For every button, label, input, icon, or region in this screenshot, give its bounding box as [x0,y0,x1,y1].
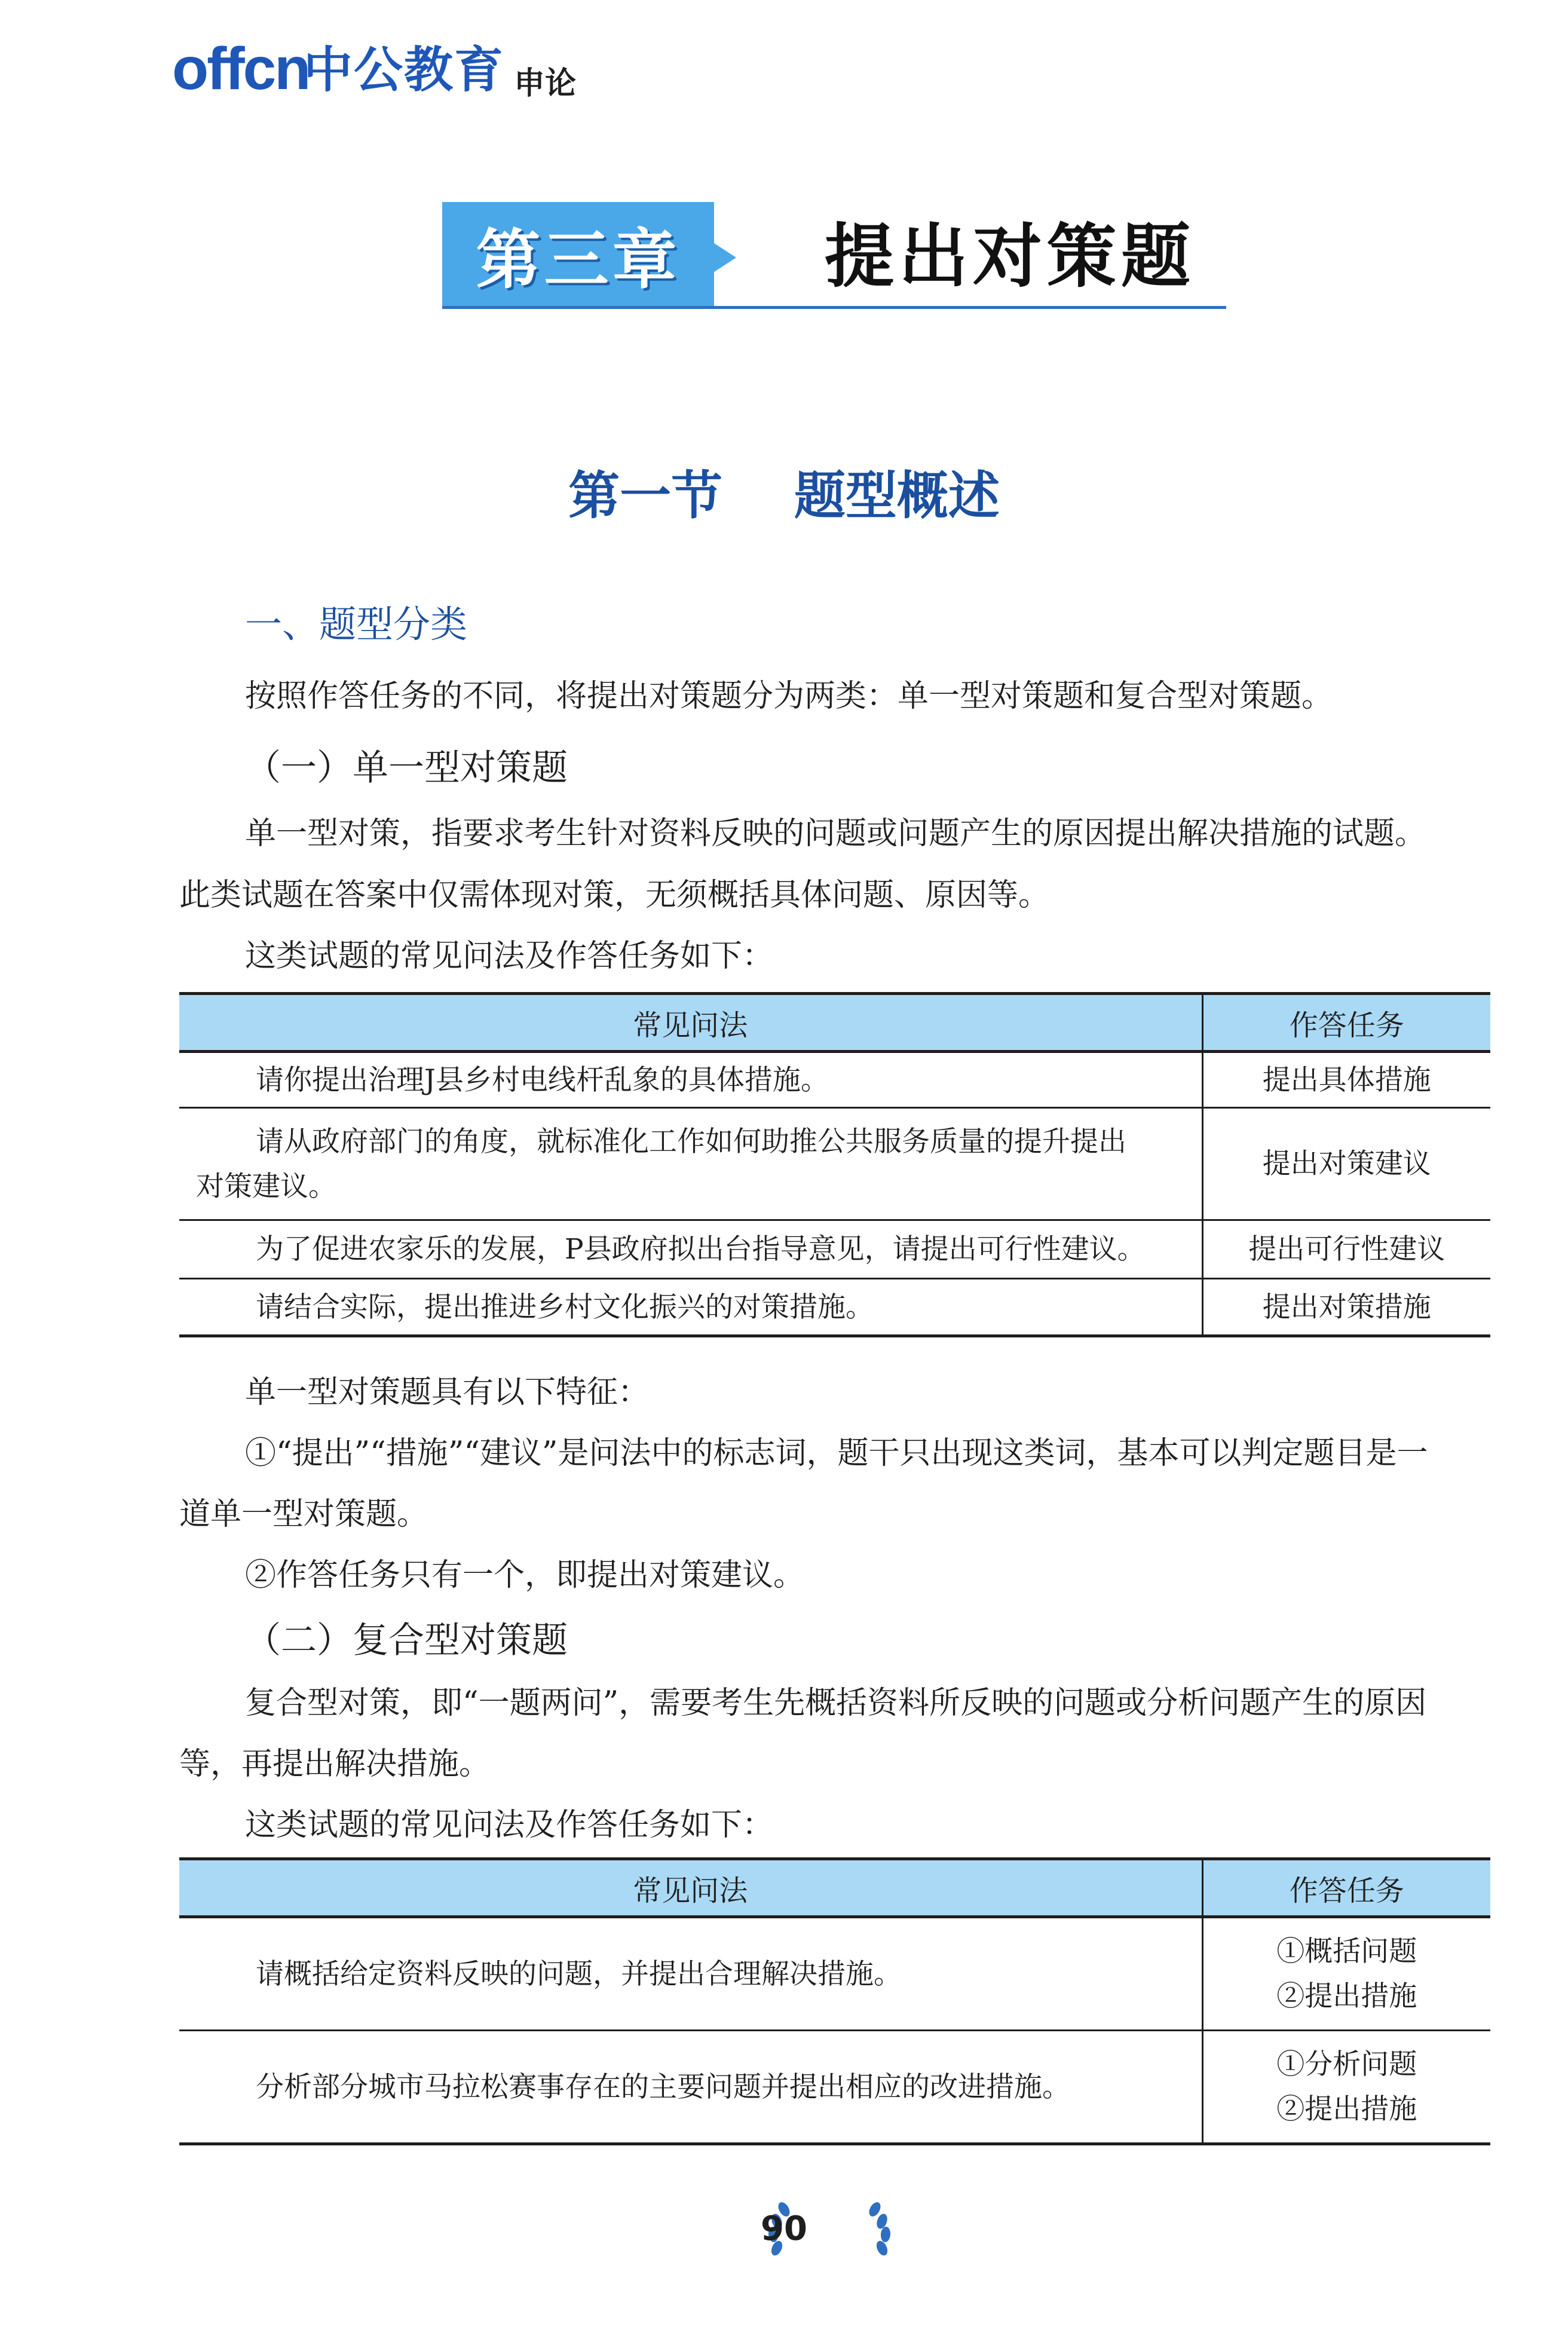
question-text: 请从政府部门的角度，就标准化工作如何助推公共服务质量的提升提出 [256,1125,1126,1158]
question-text: 请概括给定资料反映的问题，并提出合理解决措施。 [256,1957,902,1991]
compound-table-intro: 这类试题的常见问法及作答任务如下： [245,1807,774,1843]
logo-chinese-name: 中公教育 [304,42,505,99]
table-row [179,1220,1490,1279]
task-cell: 提出可行性建议 [1202,1220,1490,1279]
task-step-2: ②提出措施 [1276,2093,1417,2126]
single-type-para-line2: 此类试题在答案中仅需体现对策，无须概括具体问题、原因等。 [179,877,1050,913]
question-text: 请你提出治理J县乡村电线杆乱象的具体措施。 [256,1063,829,1097]
task-cell [1202,1917,1490,2031]
question-text: 分析部分城市马拉松赛事存在的主要问题并提出相应的改进措施。 [256,2070,1070,2104]
chevron-right-icon [712,242,736,273]
feature1-line2: 道单一型对策题。 [179,1496,428,1532]
chapter-number-box [442,202,714,307]
task-cell: 提出对策建议 [1202,1108,1490,1220]
table-row [179,1917,1490,2031]
chapter-title: 提出对策题 [825,216,1195,297]
task-cell [1202,2031,1490,2144]
single-type-table [179,992,1490,1337]
question-cell [179,1220,1202,1279]
section-title: 第一节 题型概述 [568,466,1000,526]
question-text: 请结合实际，提出推进乡村文化振兴的对策措施。 [256,1290,874,1324]
task-step-1: ①分析问题 [1276,2048,1417,2081]
table-row [179,1279,1490,1336]
intro-paragraph: 按照作答任务的不同，将提出对策题分为两类：单一型对策题和复合型对策题。 [245,678,1333,714]
features-intro: 单一型对策题具有以下特征： [245,1374,650,1410]
logo-offcn: offcn [172,35,310,102]
col-header-question: 常见问法 [179,1859,1202,1917]
question-text: 为了促进农家乐的发展，P县政府拟出台指导意见，请提出可行性建议。 [256,1233,1146,1266]
task-step-1: ①概括问题 [1276,1935,1417,1968]
task-cell: 提出对策措施 [1202,1279,1490,1336]
task-cell: 提出具体措施 [1202,1052,1490,1108]
table-row [179,1108,1490,1220]
question-cell [179,1052,1202,1108]
chapter-underline [442,306,1226,309]
table-row [179,1052,1490,1108]
subject-label: 申论 [514,66,577,102]
question-text-cont: 对策建议。 [196,1170,336,1203]
single-table-intro: 这类试题的常见问法及作答任务如下： [245,938,774,974]
page-number: 90 [761,2209,807,2248]
feature2: ②作答任务只有一个，即提出对策建议。 [245,1557,805,1593]
heading-single-type: （一）单一型对策题 [245,747,568,789]
heading-question-types: 一、题型分类 [245,602,468,646]
col-header-task: 作答任务 [1202,1859,1490,1917]
compound-para-line2: 等，再提出解决措施。 [179,1746,491,1782]
table-header-row [179,1859,1490,1917]
table-header-row [179,994,1490,1052]
table-row [179,2031,1490,2144]
single-type-para-line1: 单一型对策，指要求考生针对资料反映的问题或问题产生的原因提出解决措施的试题。 [245,816,1426,852]
question-cell [179,2031,1202,2144]
feature1-line1: ①“提出”“措施”“建议”是问法中的标志词，题干只出现这类词，基本可以判定题目是一 [245,1435,1428,1471]
heading-compound-type: （二）复合型对策题 [245,1620,568,1661]
compound-type-table [179,1857,1490,2145]
laurel-right-icon [863,2200,899,2260]
task-step-2: ②提出措施 [1276,1980,1417,2013]
chapter-number: 第三章 [476,223,681,298]
question-cell [179,1108,1202,1220]
question-cell [179,1279,1202,1336]
col-header-question: 常见问法 [179,994,1202,1052]
col-header-task: 作答任务 [1202,994,1490,1052]
question-cell [179,1917,1202,2031]
compound-para-line1: 复合型对策，即“一题两问”，需要考生先概括资料所反映的问题或分析问题产生的原因 [245,1685,1427,1721]
